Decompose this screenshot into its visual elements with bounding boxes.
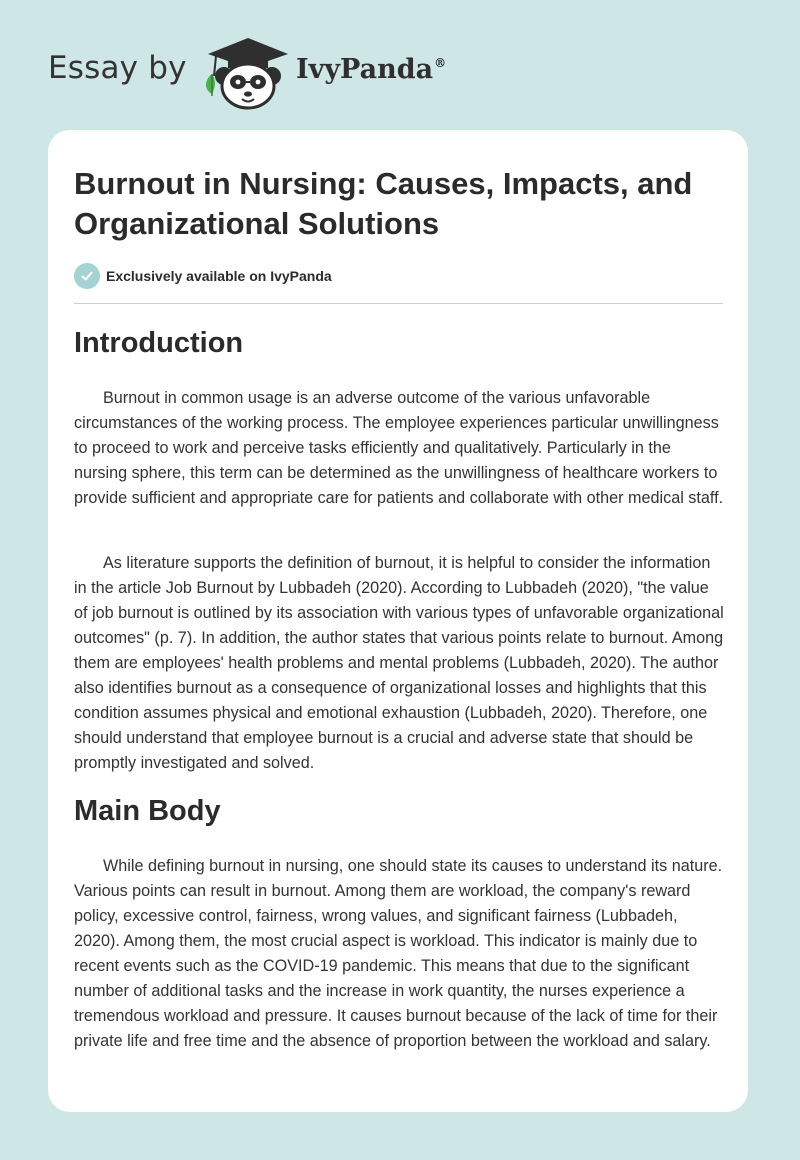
registered-mark: ® <box>434 56 447 70</box>
paragraph: As literature supports the definition of burnout, it is helpful to consider the information in the article Job Burnout by Lubbadeh (2020). According to Lubbadeh (2020), "the value of job burnout is outlined by its association with various types of unfavorable organizational outcomes" (p. 7). In addition, the author states that various points relate to burnout. Among them are employees' health problems and mental problems (Lubbadeh, 2020). The author also identifies burnout as a consequence of organizational losses and highlights that this condition assumes physical and emotional exhaustion (Lubbadeh, 2020). Therefore, one should understand that employee burnout is a crucial and adverse state that should be promptly investigated and solved. <box>74 554 724 772</box>
essay-by-label: Essay by <box>48 50 187 86</box>
site-header <box>0 0 800 128</box>
section-heading-main-body: Main Body <box>74 795 221 827</box>
exclusive-label: Exclusively available on IvyPanda <box>106 268 332 284</box>
essay-card <box>48 130 748 1112</box>
panda-graduate-icon[interactable] <box>200 34 296 110</box>
brand-name-text: IvyPanda <box>296 54 434 85</box>
essay-title: Burnout in Nursing: Causes, Impacts, and Organizational Solutions <box>74 166 693 241</box>
check-icon <box>74 263 100 289</box>
section-heading-introduction: Introduction <box>74 327 244 359</box>
exclusive-badge <box>74 263 332 289</box>
paragraph: While defining burnout in nursing, one should state its causes to understand its nature. Various points can result in burnout. Among them are workload, the company's reward policy, excessive control, fairness, wrong values, and significant fairness (Lubbadeh, 2020). Among them, the most crucial aspect is workload. This indicator is mainly due to recent events such as the COVID-19 pandemic. This means that due to the significant number of additional tasks and the increase in work quantity, the nurses experience a tremendous workload and pressure. It causes burnout because of the lack of time for their private life and free time and the absence of proportion between the workload and salary. <box>74 857 723 1050</box>
title-divider <box>74 303 723 304</box>
paragraph: Burnout in common usage is an adverse outcome of the various unfavorable circumstances of the working process. The employee experiences particular unwillingness to proceed to work and perceive tasks efficiently and qualitatively. Particularly in the nursing sphere, this term can be determined as the unwillingness of healthcare workers to provide sufficient and appropriate care for patients and collaborate with other medical staff. <box>74 389 724 507</box>
brand-name[interactable] <box>296 54 445 85</box>
